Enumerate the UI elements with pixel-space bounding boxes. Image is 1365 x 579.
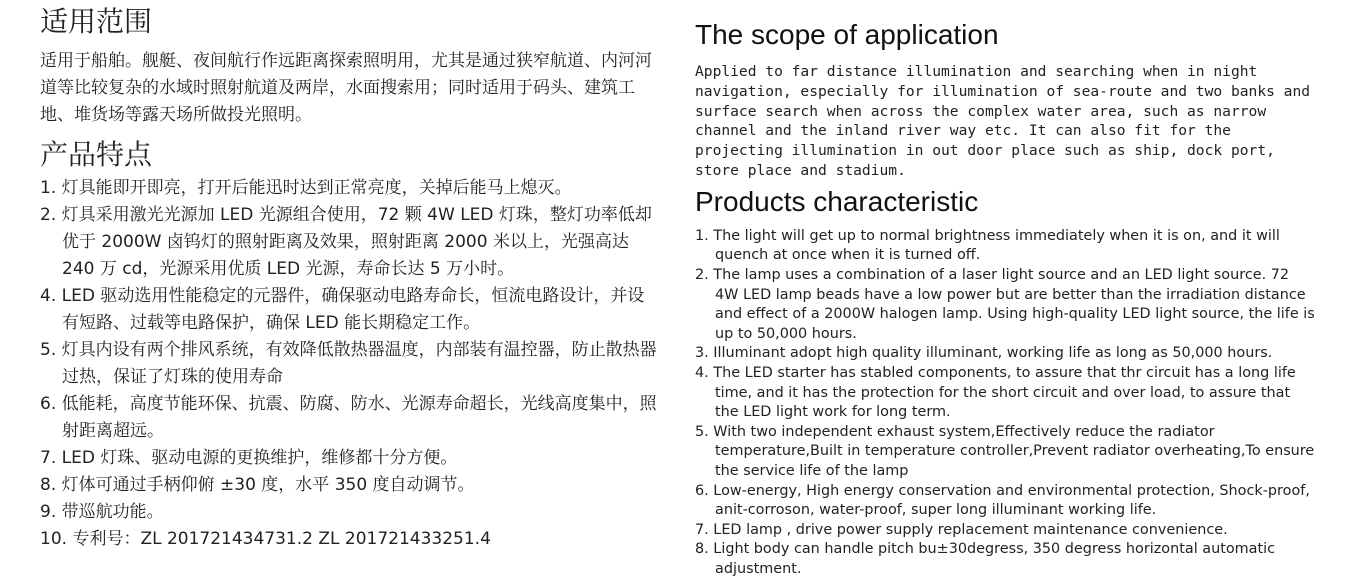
cn-feature-item: 7. LED 灯珠、驱动电源的更换维护，维修都十分方便。 — [40, 448, 458, 468]
en-scope-title: The scope of application — [695, 19, 999, 50]
en-feature-item: 8. Light body can handle pitch bu±30degress, 350 degress horizontal automatic adjustment. — [695, 541, 1276, 577]
cn-features-title: 产品特点 — [40, 138, 153, 171]
cn-scope-text: 适用于船舶。舰艇、夜间航行作远距离探索照明用，尤其是通过狭窄航道、内河河道等比较复杂的水域时照射航道及两岸，水面搜索用；同时适用于码头、建筑工地、堆货场等露天场所做投光照明。 — [40, 51, 652, 125]
en-feature-item: 7. LED lamp , drive power supply replacement maintenance convenience. — [695, 521, 1228, 538]
en-scope-text: Applied to far distance illumination and searching when in night navigation, especially for illumination of sea-route and two banks and surface search when across the complex water area, such as narrow channel and the inland river way etc. It can also fit for the projecting illumination in out door place such as ship, dock port, store place and stadium. — [695, 63, 1311, 179]
cn-feature-item: 10. 专利号：ZL 201721434731.2 ZL 201721433251.4 — [40, 529, 491, 549]
english-column — [695, 0, 1315, 579]
chinese-column — [40, 0, 660, 553]
cn-feature-item: 4. LED 驱动选用性能稳定的元器件，确保驱动电路寿命长，恒流电路设计，并设有短路、过载等电路保护，确保 LED 能长期稳定工作。 — [40, 286, 645, 333]
cn-feature-item: 1. 灯具能即开即亮，打开后能迅时达到正常亮度，关掉后能马上熄灭。 — [40, 178, 572, 198]
en-features-title: Products characteristic — [695, 185, 979, 217]
en-features-list — [695, 227, 1315, 579]
en-feature-item: 6. Low-energy, High energy conservation and environmental protection, Shock-proof, anit-corroson, water-proof, super long illuminant working life. — [695, 482, 1310, 519]
cn-feature-item: 2. 灯具采用激光光源加 LED 光源组合使用，72 颗 4W LED 灯珠，整灯功率低却优于 2000W 卤钨灯的照射距离及效果，照射距离 2000 米以上，光强高达 240 万 cd，光源采用优质 LED 光源，寿命长达 5 万小时。 — [40, 205, 652, 279]
cn-feature-item: 8. 灯体可通过手柄仰俯 ±30 度，水平 350 度自动调节。 — [40, 475, 475, 495]
cn-feature-item: 5. 灯具内设有两个排风系统，有效降低散热器温度，内部装有温控器，防止散热器过热，保证了灯珠的使用寿命 — [40, 340, 657, 387]
en-feature-item: 1. The light will get up to normal brightness immediately when it is on, and it will quench at once when it is turned off. — [695, 227, 1280, 264]
cn-feature-item: 9. 带巡航功能。 — [40, 502, 164, 522]
en-feature-item: 2. The lamp uses a combination of a laser light source and an LED light source. 72 4W LED lamp beads have a low power but are better than the irradiation distance and effect of a 2000W halogen lamp. Using high-quality LED light source, the life is up to 50,000 hours. — [695, 266, 1315, 342]
cn-features-list — [40, 175, 660, 553]
en-feature-item: 5. With two independent exhaust system,Effectively reduce the radiator temperature,Built in temperature controller,Prevent radiator overheating,To ensure the service life of the lamp — [695, 423, 1315, 479]
en-feature-item: 4. The LED starter has stabled components, to assure that thr circuit has a long life time, and it has the protection for the short circuit and over load, to assure that the LED light work for long term. — [695, 364, 1296, 421]
en-feature-item: 3. Illuminant adopt high quality illuminant, working life as long as 50,000 hours. — [695, 345, 1273, 362]
cn-feature-item: 6. 低能耗，高度节能环保、抗震、防腐、防水、光源寿命超长，光线高度集中，照射距离超远。 — [40, 394, 657, 441]
cn-scope-title: 适用范围 — [40, 5, 153, 38]
